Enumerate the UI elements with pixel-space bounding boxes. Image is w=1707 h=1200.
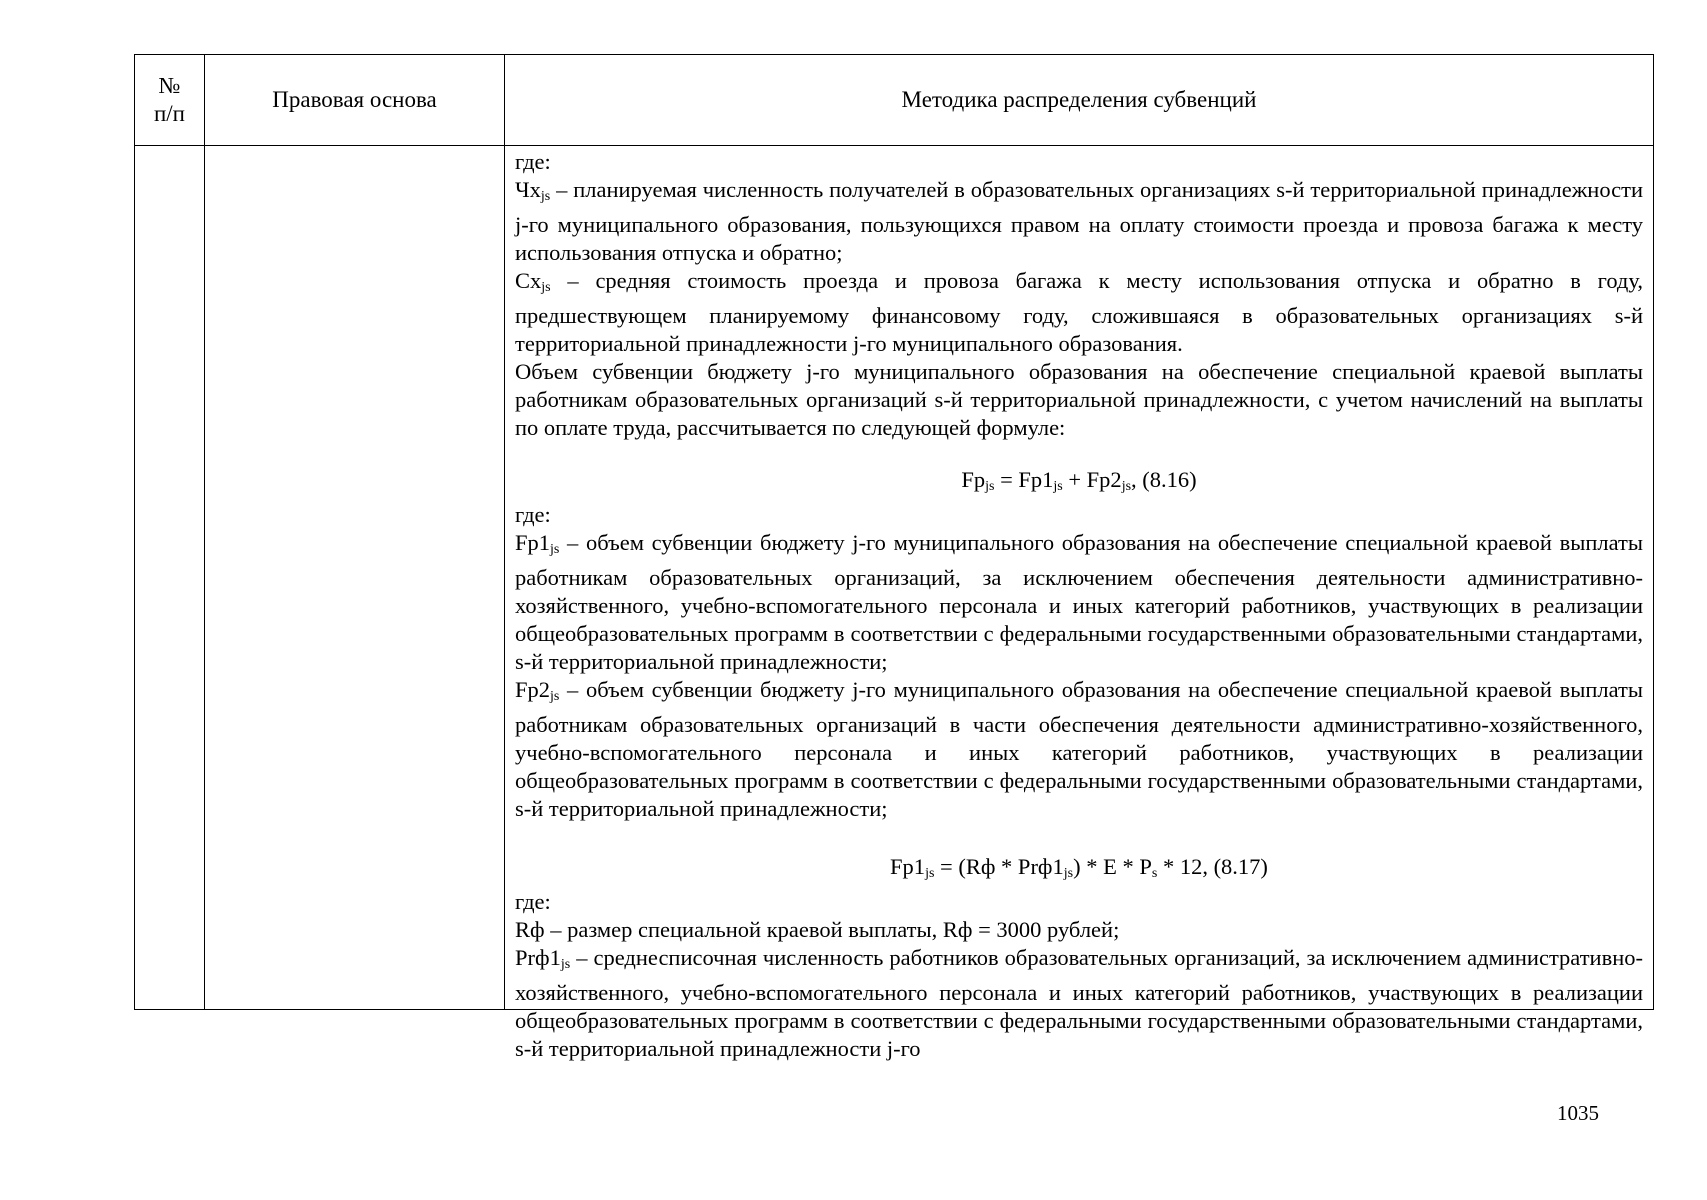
symbol: Fp1 xyxy=(515,530,551,555)
subscript: js xyxy=(560,957,571,972)
definition-cx xyxy=(515,267,1643,358)
symbol: Чх xyxy=(515,177,541,202)
definition-fp1 xyxy=(515,529,1643,676)
definition-rf: Rф – размер специальной краевой выплаты, Rф = 3000 рублей; xyxy=(515,917,1120,942)
header-number-line1: № xyxy=(158,73,181,98)
formula-part: Fp1 xyxy=(890,854,926,879)
cell-methodology xyxy=(505,146,1654,1061)
where-label: где: xyxy=(515,502,551,527)
table-header-row xyxy=(135,55,1654,146)
formula-part: ) * E * P xyxy=(1073,854,1152,879)
cell-number xyxy=(135,146,205,1010)
definition-text: – среднесписочная численность работников образовательных организаций, за исключением административно-хозяйственного, учебно-вспомогательного персонала и иных категорий работников, участвующих в реализации общеобразовательных программ в соответствии с федеральными государственными образовательными стандартами, s-й территориальной принадлежности j-го xyxy=(515,945,1643,1061)
subvention-table xyxy=(134,54,1654,1061)
page-number: 1035 xyxy=(1557,1101,1599,1125)
subscript: js xyxy=(1063,866,1074,881)
where-label: где: xyxy=(515,889,551,914)
where-label: где: xyxy=(515,149,551,174)
subscript: js xyxy=(550,689,560,704)
header-legal-basis: Правовая основа xyxy=(205,55,505,146)
table-row xyxy=(135,146,1654,1010)
header-number-line2: п/п xyxy=(153,101,185,126)
subscript: js xyxy=(540,189,551,204)
definition-text: – объем субвенции бюджету j-го муниципального образования на обеспечение специальной краевой выплаты работникам образовательных организаций в части обеспечения деятельности административно-хозяйственного, учебно-вспомогательного персонала и иных категорий работников, участвующих в реализации общеобразовательных программ в соответствии с федеральными государственными образовательными стандартами, s-й территориальной принадлежности; xyxy=(515,677,1643,821)
definition-fp2 xyxy=(515,676,1643,823)
formula-part: * 12, (8.17) xyxy=(1157,854,1268,879)
formula-8-17 xyxy=(515,853,1643,888)
formula-part: , (8.16) xyxy=(1131,467,1197,492)
formula-8-16 xyxy=(515,466,1643,501)
formula-part: Fp xyxy=(961,467,986,492)
definition-chx xyxy=(515,176,1643,267)
subscript: js xyxy=(541,280,551,295)
subscript: js xyxy=(1121,479,1132,494)
symbol: Prф1 xyxy=(515,945,561,970)
definition-text: – планируемая численность получателей в образовательных организациях s-й территориальной принадлежности j-го муниципального образования, пользующихся правом на оплату стоимости проезда и провоза багажа к месту использования отпуска и обратно; xyxy=(515,177,1643,265)
subscript: js xyxy=(925,866,935,881)
subscript: js xyxy=(550,542,560,557)
formula-part: + Fp2 xyxy=(1062,467,1122,492)
subscript: js xyxy=(1053,479,1063,494)
subscript: js xyxy=(985,479,995,494)
formula-part: = (Rф * Prф1 xyxy=(934,854,1064,879)
definition-text: – средняя стоимость проезда и провоза багажа к месту использования отпуска и обратно в году, предшествующем планируемому финансовому году, сложившаяся в образовательных организациях s-й территориальной принадлежности j-го муниципального образования. xyxy=(515,268,1643,356)
methodology-text xyxy=(505,146,1653,1061)
definition-prf1 xyxy=(515,944,1643,1063)
symbol: Сх xyxy=(515,268,542,293)
header-number xyxy=(135,55,205,146)
symbol: Fp2 xyxy=(515,677,551,702)
formula-part: = Fp1 xyxy=(994,467,1054,492)
header-methodology: Методика распределения субвенций xyxy=(505,55,1654,146)
cell-legal-basis xyxy=(205,146,505,1010)
definition-text: – объем субвенции бюджету j-го муниципального образования на обеспечение специальной краевой выплаты работникам образовательных организаций, за исключением обеспечения деятельности административно-хозяйственного, учебно-вспомогательного персонала и иных категорий работников, участвующих в реализации общеобразовательных программ в соответствии с федеральными государственными образовательными стандартами, s-й территориальной принадлежности; xyxy=(515,530,1643,674)
subscript: s xyxy=(1151,866,1158,881)
paragraph-volume: Объем субвенции бюджету j-го муниципального образования на обеспечение специальной краевой выплаты работникам образовательных организаций s-й территориальной принадлежности, с учетом начислений на выплаты по оплате труда, рассчитывается по следующей формуле: xyxy=(515,359,1643,440)
